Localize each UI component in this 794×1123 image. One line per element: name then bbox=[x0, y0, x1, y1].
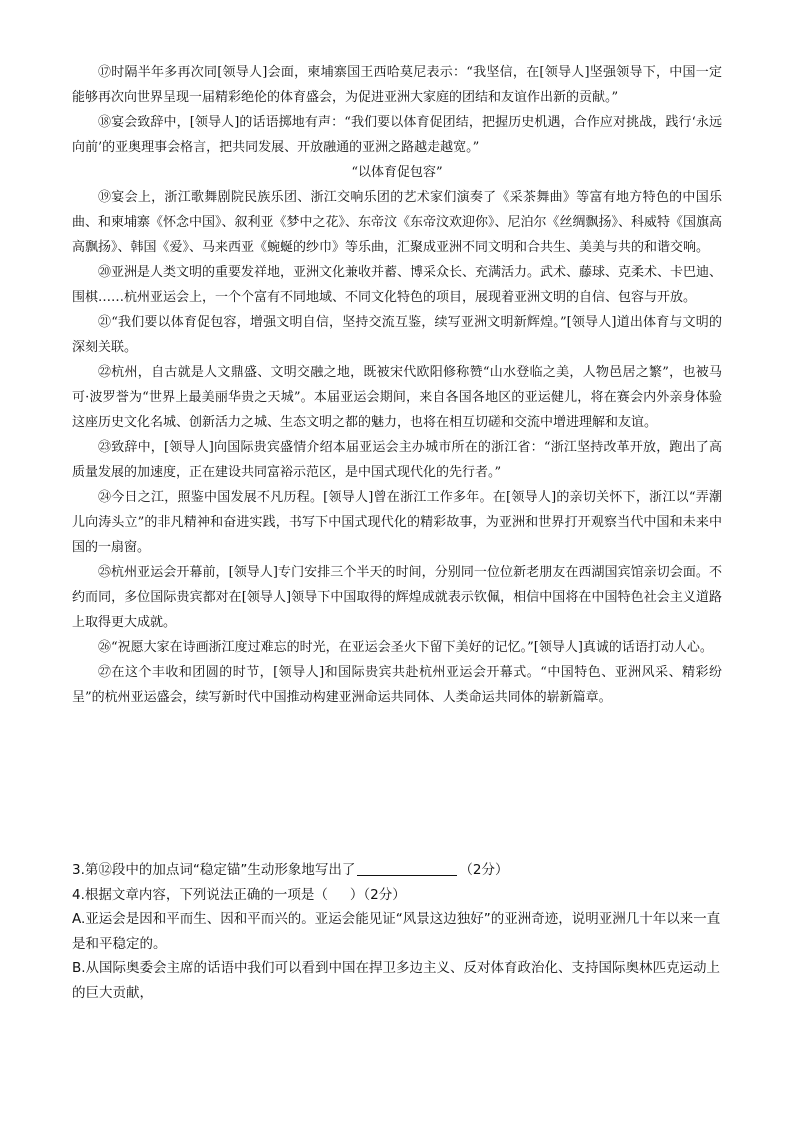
paragraph-22: ㉒杭州，自古就是人文鼎盛、文明交融之地，既被宋代欧阳修称赞“山水登临之美，人物邑居之繁”，也被马可·波罗誉为“世界上最美丽华贵之天城”。本届亚运会期间，来自各国各地区的亚运健儿，将在赛会内外亲身体验这座历史文化名城、创新活力之城、生态文明之都的魅力，也将在相互切磋和交流中增进理解和友谊。 bbox=[72, 365, 722, 430]
section-heading: “以体育促包容” bbox=[351, 165, 443, 180]
paragraph-23: ㉓致辞中，[领导人]向国际贵宾盛情介绍本届亚运会主办城市所在的浙江省：“浙江坚持改革开放，跑出了高质量发展的加速度，正在建设共同富裕示范区，是中国式现代化的先行者。” bbox=[72, 440, 722, 480]
paragraph-27: ㉗在这个丰收和团圆的时节，[领导人]和国际贵宾共赴杭州亚运会开幕式。“中国特色、亚洲风采、精彩纷呈”的杭州亚运盛会，续写新时代中国推动构建亚洲命运共同体、人类命运共同体的崭新篇章。 bbox=[72, 665, 722, 705]
paragraph-24: ㉔今日之江，照鉴中国发展不凡历程。[领导人]曾在浙江工作多年。在[领导人]的亲切关怀下，浙江以“弄潮儿向涛头立”的非凡精神和奋进实践，书写下中国式现代化的精彩故事，为亚洲和世界打开观察当代中国和未来中国的一扇窗。 bbox=[72, 490, 722, 555]
question-3-points: （2分） bbox=[459, 862, 509, 878]
answer-blank[interactable] bbox=[357, 861, 457, 876]
option-a: A.亚运会是因和平而生、因和平而兴的。亚运会能见证“风景这边独好”的亚洲奇迹，说明亚洲几十年以来一直是和平稳定的。 bbox=[72, 911, 721, 952]
paragraph-19: ⑲宴会上，浙江歌舞剧院民族乐团、浙江交响乐团的艺术家们演奏了《采茶舞曲》等富有地方特色的中国乐曲、和柬埔寨《怀念中国》、叙利亚《梦中之花》、东帝汶《东帝汶欢迎你》、尼泊尔《丝绸飘扬》、科威特《国旗高高飘扬》、韩国《爱》、马来西亚《蜿蜒的纱巾》等乐曲，汇聚成亚洲不同文明和合共生、美美与共的和谐交响。 bbox=[72, 190, 723, 255]
option-b: B.从国际奥委会主席的话语中我们可以看到中国在捍卫多边主义、反对体育政治化、支持国际奥林匹克运动上的巨大贡献， bbox=[72, 960, 721, 1001]
paragraph-17: ⑰时隔半年多再次同[领导人]会面，柬埔寨国王西哈莫尼表示：“我坚信，在[领导人]坚强领导下，中国一定能够再次向世界呈现一届精彩绝伦的体育盛会，为促进亚洲大家庭的团结和友谊作出新的贡献。” bbox=[72, 65, 722, 105]
reading-passage bbox=[72, 60, 722, 710]
question-4-text: 4.根据文章内容，下列说法正确的一项是（ bbox=[72, 886, 328, 903]
paragraph-21: ㉑“我们要以体育促包容，增强文明自信，坚持交流互鉴，续写亚洲文明新辉煌。”[领导人]道出体育与文明的深刻关联。 bbox=[72, 315, 722, 355]
question-4 bbox=[72, 883, 732, 908]
question-3-text: 3.第⑫段中的加点词“稳定锚”生动形象地写出了 bbox=[72, 862, 356, 878]
paragraph-26: ㉖“祝愿大家在诗画浙江度过难忘的时光，在亚运会圣火下留下美好的记忆。”[领导人]真诚的话语打动人心。 bbox=[98, 640, 713, 655]
paragraph-18: ⑱宴会致辞中，[领导人]的话语掷地有声：“我们要以体育促团结，把握历史机遇，合作应对挑战，践行‘永远向前’的亚奥理事会格言，把共同发展、开放融通的亚洲之路越走越宽。” bbox=[72, 115, 722, 155]
paragraph-25: ㉕杭州亚运会开幕前，[领导人]专门安排三个半天的时间，分别同一位位新老朋友在西湖国宾馆亲切会面。不约而同，多位国际贵宾都对在[领导人]领导下中国取得的辉煌成就表示钦佩，相信中国将在中国特色社会主义道路上取得更大成就。 bbox=[72, 565, 722, 630]
questions-section bbox=[72, 858, 732, 1005]
question-3 bbox=[72, 858, 732, 883]
paragraph-20: ⑳亚洲是人类文明的重要发祥地，亚洲文化兼收并蓄、博采众长、充满活力。武术、藤球、克柔术、卡巴迪、围棋……杭州亚运会上，一个个富有不同地域、不同文化特色的项目，展现着亚洲文明的自信、包容与开放。 bbox=[72, 265, 723, 305]
question-4-points: ）（2分） bbox=[349, 886, 406, 903]
